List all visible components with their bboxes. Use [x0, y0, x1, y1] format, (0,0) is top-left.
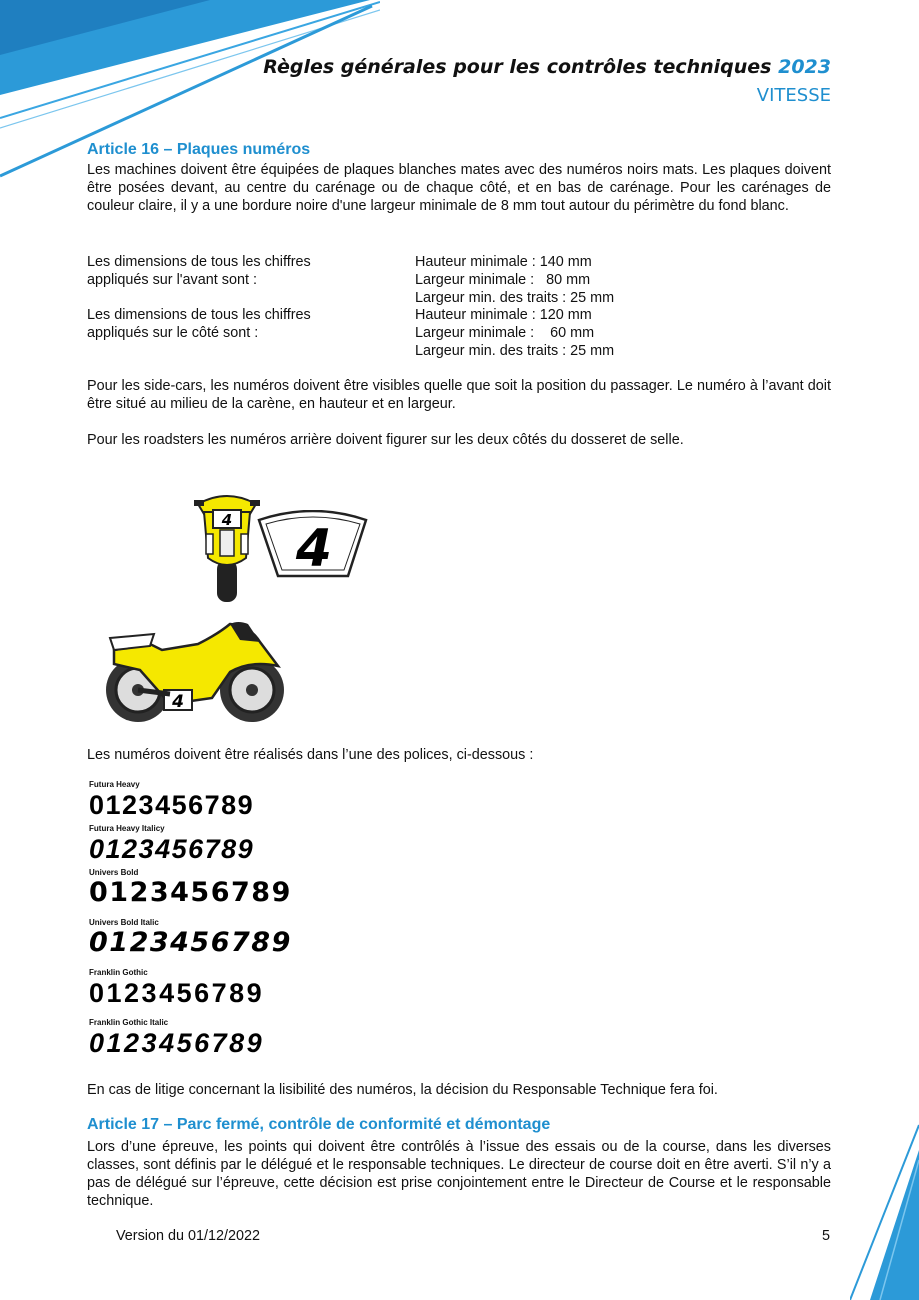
font-digits: 0123456789: [89, 790, 255, 820]
side-dimensions-label: Les dimensions de tous les chiffres appliqués sur le côté sont :: [87, 307, 311, 341]
font-sample-futura-heavy: [89, 780, 279, 824]
roadsters-paragraph-wrap: [87, 431, 831, 449]
front-plate-closeup-number: 4: [295, 519, 333, 579]
bottom-right-stripes: [850, 1120, 919, 1300]
font-sample-franklin-gothic: [89, 968, 279, 1018]
font-name: Franklin Gothic Italic: [89, 1018, 169, 1027]
document-subtitle: VITESSE: [756, 85, 831, 106]
litige-wrap: [87, 1081, 831, 1099]
front-dimensions-specs: Hauteur minimale : 140 mm Largeur minimale : 80 mm Largeur min. des traits : 25 mm: [415, 254, 615, 306]
front-dimensions-label: Les dimensions de tous les chiffres appliqués sur l'avant sont :: [87, 254, 311, 288]
fonts-intro: Les numéros doivent être réalisés dans l’une des polices, ci-dessous :: [87, 747, 534, 763]
font-name: Univers Bold: [89, 868, 139, 877]
litige-paragraph: En cas de litige concernant la lisibilité des numéros, la décision du Responsable Technique fera foi.: [87, 1082, 718, 1098]
footer-version: Version du 01/12/2022: [116, 1228, 261, 1244]
font-digits: 0123456789: [89, 927, 292, 958]
article16-intro: Les machines doivent être équipées de plaques blanches mates avec des numéros noirs mats. Les plaques doivent être posées devant, au centre du carénage ou de chaque côté, et en bas de carénage. Pour les carénages de couleur claire, il y a une bordure noire d'une largeur minimale de 8 mm tout autour du périmètre du fond blanc.: [87, 162, 831, 214]
bike-side-view-illustration: [100, 620, 290, 726]
font-sample-franklin-gothic-italic: [89, 1018, 279, 1068]
document-year: 2023: [778, 56, 831, 78]
font-sample-futura-heavy-italic: [89, 824, 279, 868]
fonts-intro-wrap: [87, 746, 831, 764]
font-digits: 0123456789: [89, 978, 265, 1008]
article17-heading: Article 17 – Parc fermé, contrôle de conformité et démontage: [87, 1116, 551, 1133]
font-name: Franklin Gothic: [89, 968, 148, 977]
side-dimensions-specs: Hauteur minimale : 120 mm Largeur minimale : 60 mm Largeur min. des traits : 25 mm: [415, 307, 615, 359]
article16-heading: Article 16 – Plaques numéros: [87, 141, 311, 158]
article17-section: [87, 1116, 831, 1210]
page-number: 5: [822, 1228, 831, 1244]
side-plate-number: 4: [172, 692, 184, 712]
font-samples-list: [89, 780, 292, 1068]
font-name: Univers Bold Italic: [89, 918, 159, 927]
font-name: Futura Heavy Italicy: [89, 824, 165, 833]
sidecars-paragraph: Pour les side-cars, les numéros doivent être visibles quelle que soit la position du passager. Le numéro à l’avant doit être situé au milieu de la carène, en hauteur et en largeur.: [87, 378, 831, 412]
bike-front-view-illustration: [192, 490, 262, 605]
font-sample-univers-bold: [89, 868, 292, 918]
document-title: Règles générales pour les contrôles techniques 2023: [263, 56, 831, 78]
font-digits: 0123456789: [89, 1028, 265, 1058]
sidecars-paragraph-wrap: [87, 377, 831, 413]
roadsters-paragraph: Pour les roadsters les numéros arrière doivent figurer sur les deux côtés du dosseret de selle.: [87, 432, 684, 448]
font-digits: 0123456789: [89, 877, 292, 908]
article17-body: Lors d’une épreuve, les points qui doivent être contrôlés à l’issue des essais ou de la course, dans les diverses classes, sont définis par le délégué et le responsable techniques. Le directeur de course doit en être averti. S’il n’y a pas de délégué sur l’épreuve, cette décision est prise conjointement entre le Directeur de Course et le responsable technique.: [87, 1139, 831, 1209]
font-sample-univers-bold-italic: [89, 918, 292, 968]
front-plate-number: 4: [221, 511, 233, 529]
font-name: Futura Heavy: [89, 780, 140, 789]
font-digits: 0123456789: [89, 834, 255, 864]
article16-section: [87, 141, 831, 215]
front-number-plate-illustration: [256, 510, 370, 580]
